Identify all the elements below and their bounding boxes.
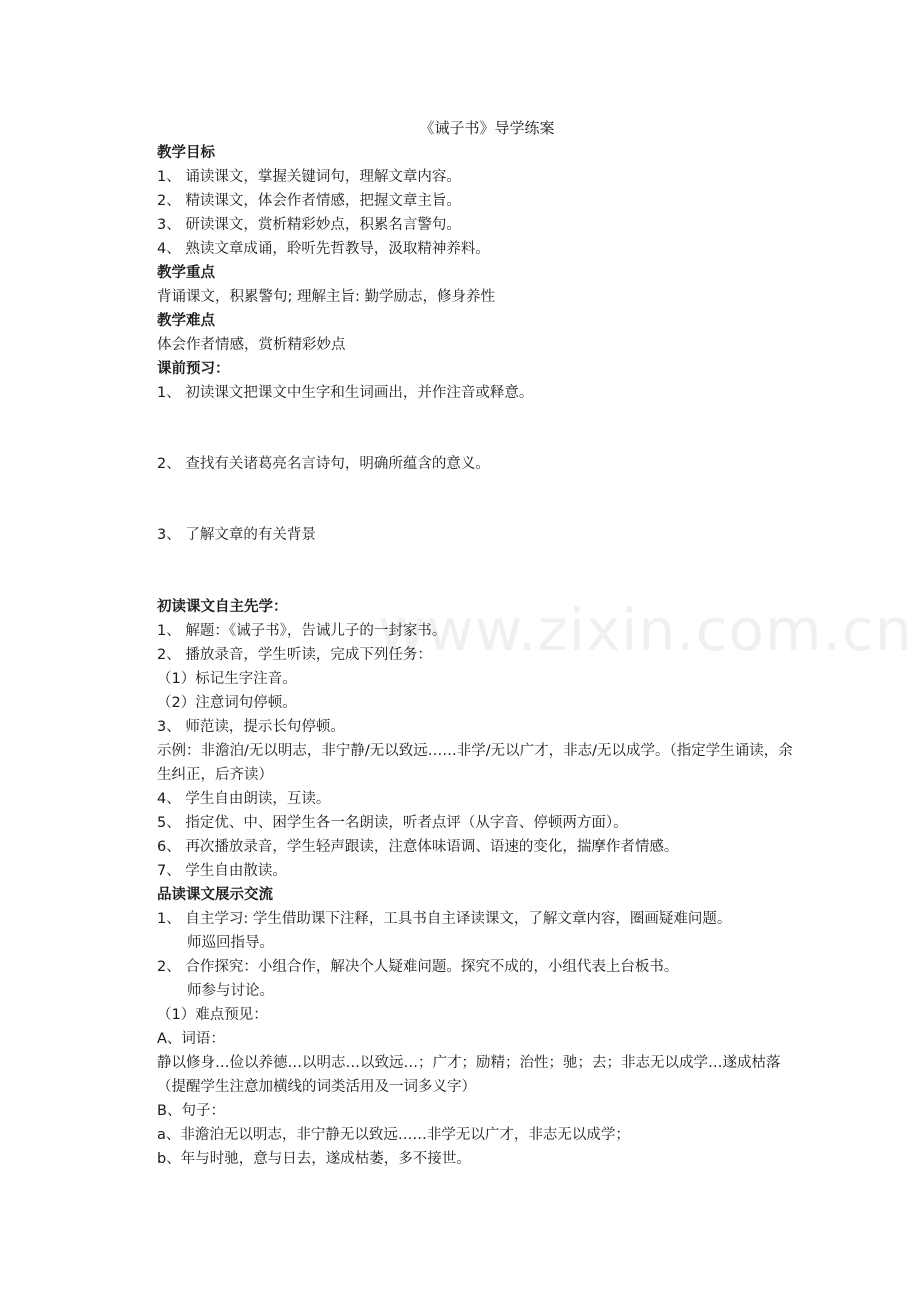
words-text: 静以修身…俭以养德…以明志…以致远…；广才；励精；治性；驰；去；非志无以成学…遂成枯落（提醒学生注意加横线的词类活用及一词多义字） <box>157 1055 781 1095</box>
exchange-item-continued: 师参与讨论。 <box>187 983 274 999</box>
first-read-item: （1）标记生字注音。 <box>157 671 297 687</box>
first-read-example: 示例：非澹泊/无以明志，非宁静/无以致远……非学/无以广才，非志/无以成学。（指定学生诵读，余生纠正，后齐读） <box>157 743 793 783</box>
sentences-label: B、句子： <box>157 1103 225 1119</box>
exchange-subheading: （1）难点预见： <box>157 1007 268 1023</box>
key-points-heading: 教学重点 <box>157 265 215 281</box>
difficulties-heading: 教学难点 <box>157 313 215 329</box>
first-read-item: 3、 师范读，提示长句停顿。 <box>157 719 345 735</box>
document-content <box>157 117 797 1171</box>
preview-item: 3、 了解文章的有关背景 <box>157 527 316 543</box>
first-read-item: 7、 学生自由散读。 <box>157 863 287 879</box>
exchange-item: 2、 合作探究：小组合作，解决个人疑难问题。探究不成的，小组代表上台板书。 <box>157 959 679 975</box>
preview-heading: 课前预习： <box>157 361 230 377</box>
sentence-item: a、非澹泊无以明志，非宁静无以致远……非学无以广才，非志无以成学； <box>157 1127 630 1143</box>
first-read-item: 4、 学生自由朗读，互读。 <box>157 791 331 807</box>
exchange-item: 1、 自主学习: 学生借助课下注释，工具书自主译读课文，了解文章内容，圈画疑难问题。 <box>157 911 732 927</box>
answer-space <box>157 547 797 595</box>
exchange-heading: 品读课文展示交流 <box>157 887 273 903</box>
first-read-heading: 初读课文自主先学： <box>157 599 288 615</box>
exchange-item-continued: 师巡回指导。 <box>187 935 274 951</box>
preview-item: 2、 查找有关诸葛亮名言诗句，明确所蕴含的意义。 <box>157 456 490 472</box>
answer-space <box>157 405 797 452</box>
goal-item: 4、 熟读文章成诵，聆听先哲教导，汲取精神养料。 <box>157 241 490 257</box>
first-read-item: 5、 指定优、中、困学生各一名朗读，听者点评（从字音、停顿两方面）。 <box>157 815 628 831</box>
first-read-item: （2）注意词句停顿。 <box>157 695 297 711</box>
first-read-item: 1、 解题：《诫子书》，告诫儿子的一封家书。 <box>157 623 447 639</box>
goal-item: 3、 研读课文，赏析精彩妙点，积累名言警句。 <box>157 217 461 233</box>
answer-space <box>157 476 797 523</box>
goal-item: 1、 诵读课文，掌握关键词句，理解文章内容。 <box>157 169 461 185</box>
first-read-item: 2、 播放录音，学生听读，完成下列任务： <box>157 647 432 663</box>
preview-item: 1、 初读课文把课文中生字和生词画出，并作注音或释意。 <box>157 385 534 401</box>
goals-heading: 教学目标 <box>157 145 215 161</box>
watermark: www.zixin.com.cn <box>378 596 913 664</box>
document-title: 《诫子书》导学练案 <box>419 119 555 137</box>
difficulties-text: 体会作者情感，赏析精彩妙点 <box>157 337 346 353</box>
goal-item: 2、 精读课文，体会作者情感，把握文章主旨。 <box>157 193 461 209</box>
sentence-item: b、年与时驰，意与日去，遂成枯萎，多不接世。 <box>157 1151 471 1167</box>
key-points-text: 背诵课文，积累警句; 理解主旨: 勤学励志，修身养性 <box>157 289 495 305</box>
first-read-item: 6、 再次播放录音，学生轻声跟读，注意体味语调、语速的变化，揣摩作者情感。 <box>157 839 679 855</box>
words-label: A、词语： <box>157 1031 225 1047</box>
